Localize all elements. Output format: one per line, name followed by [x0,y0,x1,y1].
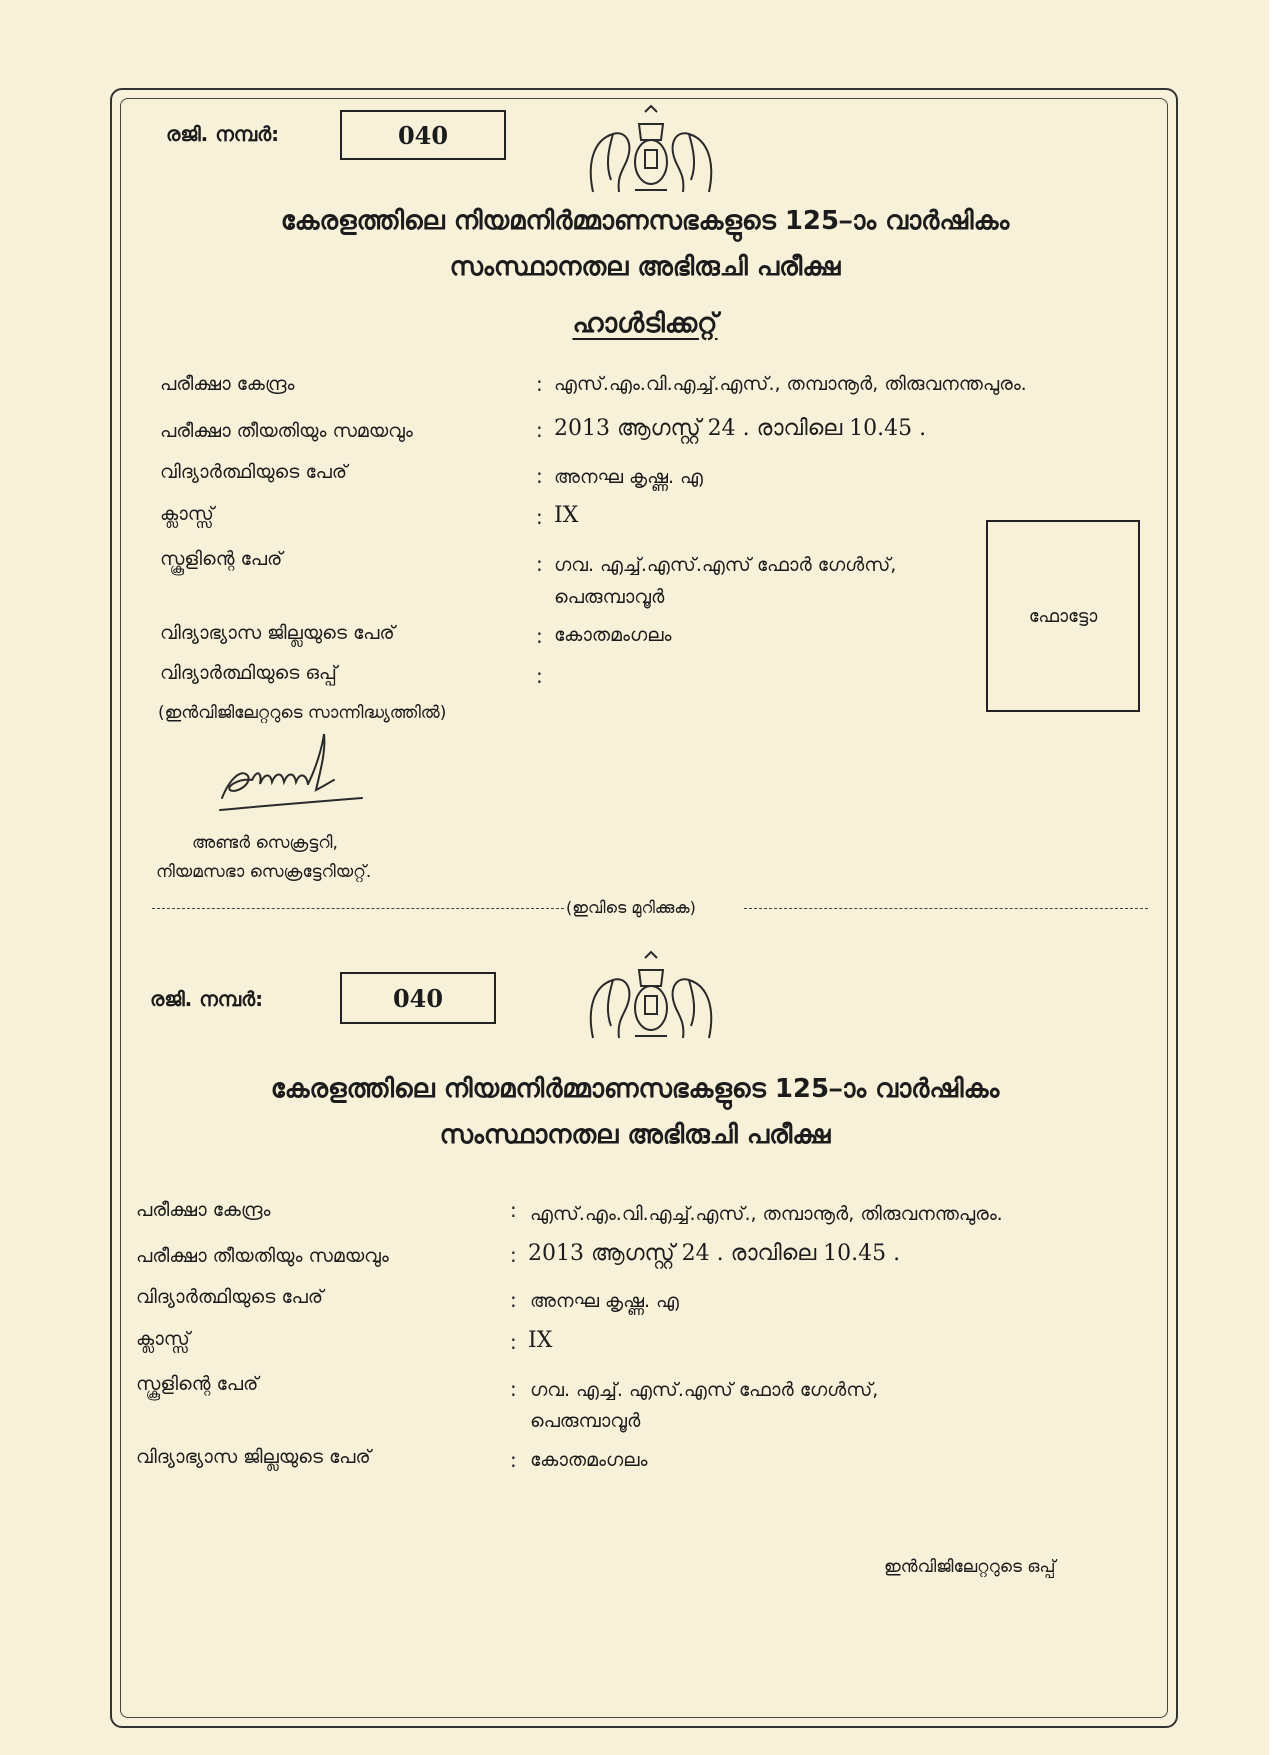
top-field-value-student-name: അനഘ കൃഷ്ണ. എ [554,466,703,488]
top-title-line2: സംസ്ഥാനതല അഭിരുചി പരീക്ഷ [449,252,841,282]
top-field-label-class: ക്ലാസ്സ് [160,503,214,525]
top-field-colon: : [536,505,543,529]
top-field-label-datetime: പരീക്ഷാ തീയതിയും സമയവും [160,420,413,442]
bottom-field-label-school: സ്കൂളിന്റെ പേര് [136,1373,259,1395]
top-field-label-school: സ്കൂളിന്റെ പേര് [160,548,283,570]
top-field-label-district: വിദ്യാഭ്യാസ ജില്ലയുടെ പേര് [160,622,395,644]
bottom-field-colon: : [510,1198,517,1222]
bottom-title-line1: കേരളത്തിലെ നിയമനിർമ്മാണസഭകളുടെ 125–ാം വാർഷികം [270,1074,1000,1104]
sign-presence-note: (ഇൻവിജിലേറ്ററുടെ സാന്നിദ്ധ്യത്തിൽ) [158,703,447,723]
bottom-field-colon: : [510,1288,517,1312]
bottom-reg-number: 040 [340,972,496,1024]
signatory-office: നിയമസഭാ സെക്രട്ടേറിയറ്റ്. [156,862,372,882]
bottom-field-label-class: ക്ലാസ്സ് [136,1328,190,1350]
bottom-field-value-student-name: അനഘ കൃഷ്ണ. എ [530,1290,679,1312]
top-field-value-school: ഗവ. എച്ച്.എസ്.എസ് ഫോർ ഗേൾസ്, [554,554,897,576]
top-field-colon: : [536,372,543,396]
bottom-field-colon: : [510,1330,517,1354]
top-field-colon: : [536,624,543,648]
bottom-field-value-centre: എസ്.എം.വി.എച്ച്.എസ്., തമ്പാനൂർ, തിരുവനന്തപുരം. [530,1203,1003,1225]
top-reg-number: 040 [340,110,506,160]
top-field-value-class: IX [554,503,579,528]
bottom-field-value-school: ഗവ. എച്ച്. എസ്.എസ് ഫോർ ഗേൾസ്, [530,1379,879,1401]
top-field-value-school-line2: പെരുമ്പാവൂർ [554,586,665,608]
sheet-edge [1269,0,1275,1755]
top-field-colon: : [536,418,543,442]
bottom-field-colon: : [510,1243,517,1267]
bottom-reg-label: രജി. നമ്പർ: [150,987,264,1011]
top-field-colon: : [536,552,543,576]
bottom-field-value-class: IX [528,1328,553,1353]
handwritten-signature [212,728,372,820]
top-reg-label: രജി. നമ്പർ: [166,122,280,146]
top-field-label-centre: പരീക്ഷാ കേന്ദ്രം [160,373,295,395]
signatory-title: അണ്ടർ സെക്രട്ടറി, [192,833,338,853]
bottom-field-value-school-line2: പെരുമ്പാവൂർ [530,1410,641,1432]
top-field-value-datetime: 2013 ആഗസ്റ്റ് 24 . രാവിലെ 10.45 . [554,416,927,441]
photo-label: ഫോട്ടോ [1028,605,1098,627]
kerala-emblem-icon [583,104,719,198]
bottom-title-line2: സംസ്ഥാനതല അഭിരുചി പരീക്ഷ [439,1120,831,1150]
cut-here-label: (ഇവിടെ മുറിക്കുക) [566,898,696,917]
top-field-value-district: കോതമംഗലം [554,624,672,646]
bottom-field-colon: : [510,1377,517,1401]
kerala-emblem-icon [583,950,719,1044]
bottom-field-label-student-name: വിദ്യാർത്ഥിയുടെ പേര് [136,1286,324,1308]
photo-box [986,520,1140,712]
bottom-field-label-district: വിദ്യാഭ്യാസ ജില്ലയുടെ പേര് [136,1446,371,1468]
bottom-field-label-centre: പരീക്ഷാ കേന്ദ്രം [136,1199,271,1221]
top-field-colon: : [536,464,543,488]
hall-ticket-heading: ഹാൾടിക്കറ്റ് [572,308,718,339]
top-title-line1: കേരളത്തിലെ നിയമനിർമ്മാണസഭകളുടെ 125–ാം വാർഷികം [280,206,1010,236]
invigilator-signature-label: ഇൻവിജിലേറ്ററുടെ ഒപ്പ് [884,1557,1056,1577]
top-field-colon: : [536,664,543,688]
top-field-value-centre: എസ്.എം.വി.എച്ച്.എസ്., തമ്പാനൂർ, തിരുവനന്തപുരം. [554,373,1027,395]
cut-line-left [152,908,564,909]
bottom-field-colon: : [510,1448,517,1472]
top-field-label-student-name: വിദ്യാർത്ഥിയുടെ പേര് [160,461,348,483]
top-field-label-student-sign: വിദ്യാർത്ഥിയുടെ ഒപ്പ് [160,662,337,684]
bottom-field-label-datetime: പരീക്ഷാ തീയതിയും സമയവും [136,1245,389,1267]
bottom-field-value-datetime: 2013 ആഗസ്റ്റ് 24 . രാവിലെ 10.45 . [528,1241,901,1266]
cut-line-right [744,908,1148,909]
bottom-field-value-district: കോതമംഗലം [530,1449,648,1471]
